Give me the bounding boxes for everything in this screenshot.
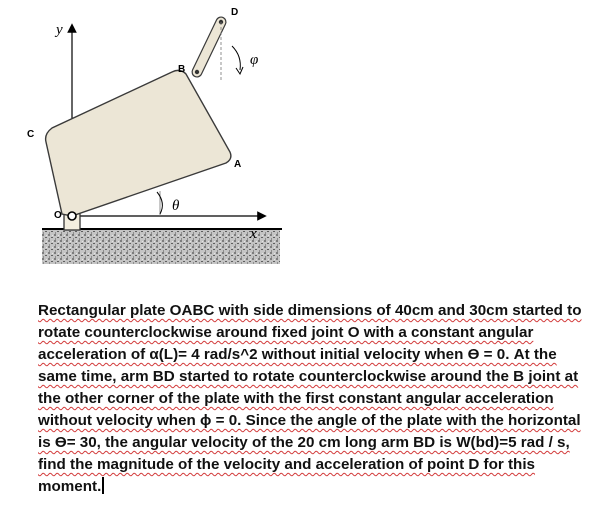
label-c: C xyxy=(27,129,35,140)
phi-arc xyxy=(232,46,240,70)
x-axis-label: x xyxy=(250,226,257,242)
rectangular-plate xyxy=(46,70,231,216)
problem-line: the other corner of the plate with the first constant angular acceleration xyxy=(38,390,554,407)
ground-block xyxy=(42,230,280,264)
label-a: A xyxy=(234,159,242,170)
problem-line: is ϴ= 30, the angular velocity of the 20 cm long arm BD is W(bd)=5 rad / s, xyxy=(38,434,570,451)
arm-bd-fill xyxy=(197,22,221,72)
label-theta: θ xyxy=(172,198,180,214)
problem-line: acceleration of α(L)= 4 rad/s^2 without initial velocity when ϴ = 0. At the xyxy=(38,346,557,363)
joint-o xyxy=(68,212,76,220)
problem-text[interactable] xyxy=(38,300,593,498)
problem-line: without velocity when ϕ = 0. Since the angle of the plate with the horizontal xyxy=(38,412,581,429)
problem-line-last xyxy=(38,476,593,498)
problem-line: Rectangular plate OABC with side dimensions of 40cm and 30cm started to xyxy=(38,302,582,319)
problem-line: rotate counterclockwise around fixed joint O with a constant angular xyxy=(38,324,534,341)
problem-line-text: moment. xyxy=(38,478,102,495)
joint-b xyxy=(195,70,199,74)
label-d: D xyxy=(231,7,239,18)
y-axis-label: y xyxy=(56,22,63,38)
problem-line: find the magnitude of the velocity and acceleration of point D for this xyxy=(38,456,536,473)
text-cursor xyxy=(102,477,104,494)
label-phi: φ xyxy=(250,52,259,68)
label-b: B xyxy=(178,64,186,75)
label-o: O xyxy=(54,210,62,221)
phi-arc-arrow xyxy=(236,67,243,74)
problem-line: same time, arm BD started to rotate counterclockwise around the B joint at xyxy=(38,368,579,385)
